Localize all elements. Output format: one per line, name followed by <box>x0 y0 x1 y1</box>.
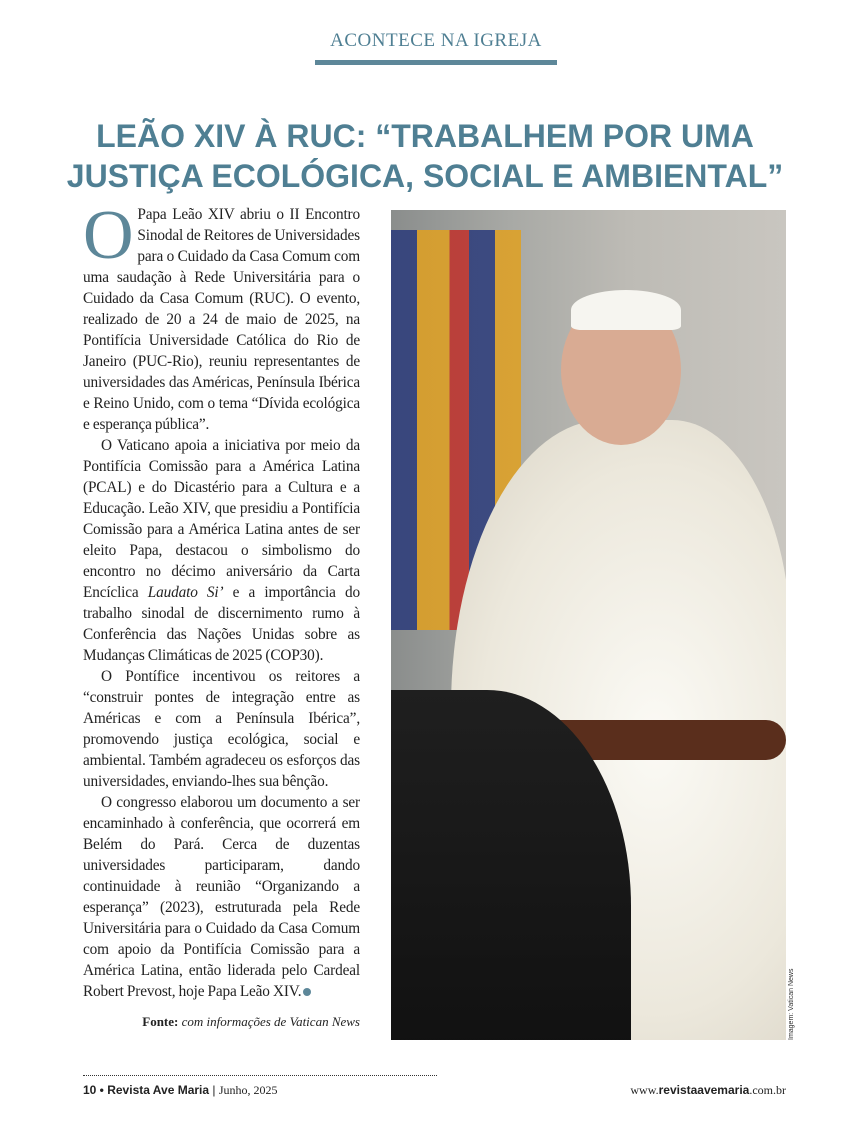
separator: | <box>212 1083 216 1097</box>
url-suffix: .com.br <box>749 1083 786 1097</box>
paragraph-4 <box>83 792 360 1002</box>
end-mark-icon <box>303 988 311 996</box>
article-column <box>25 116 825 1030</box>
website-url[interactable] <box>630 1083 786 1098</box>
paragraph-text: O congresso elaborou um documento a ser encaminhado à conferência, que ocorrerá em Belém do Pará. Cerca de duzentas universidades participaram, dando continuidade à reunião “Organizando a esperança” (2023), estruturada pela Rede Universitária para o Cuidado da Casa Comum com apoio da Pontifícia Comissão para a América Latina, então liderada pelo Cardeal Robert Prevost, hoje Papa Leão XIV. <box>83 794 360 1000</box>
issue-date: Junho, 2025 <box>218 1083 278 1097</box>
paragraph-text: e a importância do trabalho sinodal de discernimento rumo à Conferência das Nações Unidas sobre as Mudanças Climáticas de 2025 (COP30). <box>83 584 360 664</box>
article-body <box>83 197 360 1002</box>
section-underline <box>315 60 557 65</box>
paragraph-text: Papa Leão XIV abriu o II Encontro Sinodal de Reitores de Universidades para o Cuidado da Casa Comum com uma saudação à Rede Universitária para o Cuidado da Casa Comum (RUC). O evento, realizado de 20 a 24 de maio de 2025, na Pontifícia Universidade Católica do Rio de Janeiro (PUC-Rio), reuniu representantes de universidades das Américas, Península Ibérica e Reino Unido, com o tema “Dívida ecológica e esperança pública”. <box>83 206 360 433</box>
footer-rule <box>83 1075 437 1076</box>
source-note <box>83 1014 360 1030</box>
article-title: LEÃO XIV À RUC: “TRABALHEM POR UMA JUSTIÇA ECOLÓGICA, SOCIAL E AMBIENTAL” <box>66 118 784 194</box>
page-number: 10 • Revista Ave Maria <box>83 1083 210 1097</box>
encyclical-title: Laudato Si’ <box>147 584 224 601</box>
folio <box>83 1083 278 1098</box>
paragraph-1 <box>83 197 360 435</box>
paragraph-text: O Vaticano apoia a iniciativa por meio da Pontifícia Comissão para a América Latina (PCAL) e do Dicastério para a Cultura e a Educação. Leão XIV, que presidiu a Pontifícia Comissão para a América Latina antes de ser eleito Papa, destacou o simbolismo do encontro no décimo aniversário da Carta Encíclica <box>83 437 360 601</box>
source-label: Fonte: <box>142 1014 179 1029</box>
photo-credit: Imagem: Vatican News <box>788 968 795 1040</box>
url-domain: revistaavemaria <box>658 1083 750 1097</box>
drop-cap: O <box>83 197 134 274</box>
url-prefix: www. <box>630 1083 659 1097</box>
paragraph-2 <box>83 435 360 666</box>
source-text: com informações de Vatican News <box>181 1014 360 1029</box>
paragraph-3: O Pontífice incentivou os reitores a “construir pontes de integração entre as Américas e com a Península Ibérica”, promovendo justiça ecológica, social e ambiental. Também agradeceu os esforços das universidades, enviando-lhes sua bênção. <box>83 668 360 790</box>
section-header: ACONTECE NA IGREJA <box>330 30 542 51</box>
